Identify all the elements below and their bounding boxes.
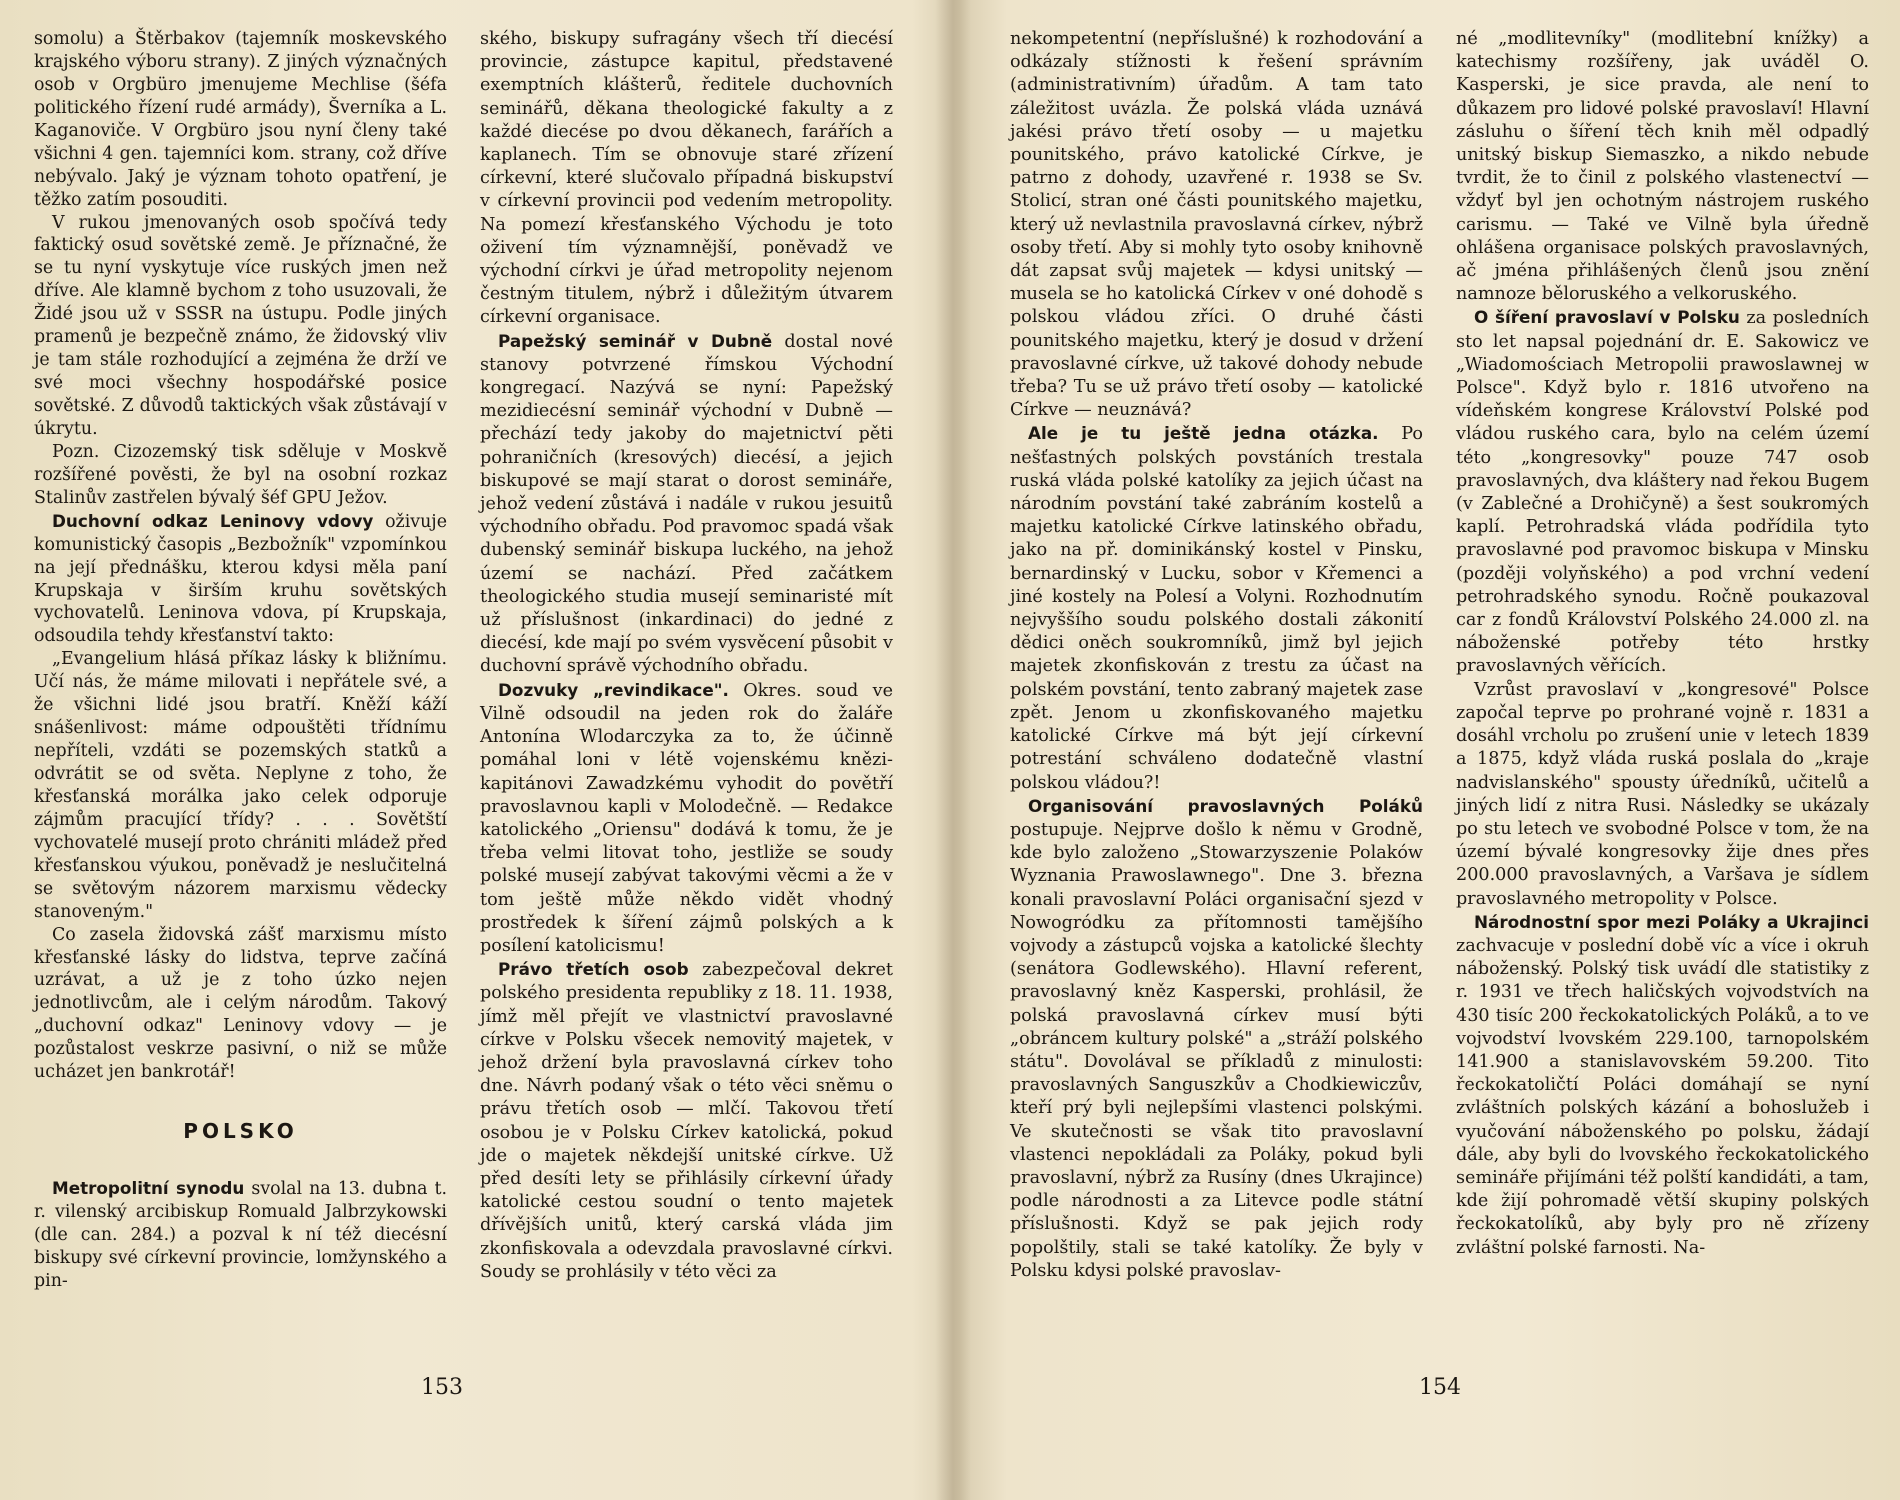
right-page-column-2 — [1456, 28, 1869, 1260]
page-number: 153 — [421, 1375, 463, 1400]
article-heading: Organisování pravoslavných Poláků — [1028, 795, 1423, 816]
paragraph: né „modlitevníky" (modlitební knížky) a katechismy rozšířeny, jak uváděl O. Kasperski, je sice pravda, ale není to důkazem pro lidové polské pravoslaví! Hlavní zásluhu o šíření těch knih měl odpadlý unitský biskup Siemaszko, a nikdo nebude tvrdit, že to činil z polského vlastenectví — vždyť byl jen ochotným nástrojem ruského carismu. — Také ve Vilně byla úředně ohlášena organisace polských pravoslavných, ač jména přihlášených členů jsou znění namnoze běloruského a velkoruského. — [1456, 29, 1869, 305]
article-heading: O šíření pravoslaví v Polsku — [1474, 307, 1740, 328]
left-page — [34, 28, 894, 1468]
article-heading: Papežský seminář v Dubně — [498, 330, 773, 351]
paragraph — [1456, 911, 1869, 1260]
article-heading: Dozvuky „revindikace". — [498, 679, 729, 700]
article-text: zabezpečoval dekret polského presidenta republiky z 18. 11. 1938, jímž měl přejít ve vlastnictví pravoslavné církve v Polsku všecek nemovitý majetek, v jehož držení byla pravoslavná církev toho dne. Návrh podaný však o této věci sněmu o právu třetích osob — mlčí. Takovou třetí osobou je v Polsku Církev katolická, pokud jde o majetek někdejší unitské církve. Už před desíti lety se přihlásily církevní úřady katolické cestou soudní o tento majetek dřívějších unitů, který carská vláda jim zkonfiskovala a odevzdala pravoslavné církvi. Soudy se prohlásily v této věci za — [480, 960, 893, 1282]
paragraph — [1010, 422, 1423, 794]
paragraph: Vzrůst pravoslaví v „kongresové" Polsce započal teprve po prohrané vojně r. 1831 a dosáhl vrcholu po zrušení unie v letech 1839 a 1875, když vláda ruská poslala do „kraje nadvislanského" spousty úředníků, učitelů a jiných lidí z nitra Rusi. Následky se ukázaly po stu letech ve svobodné Polsce v tom, že na území bývalé kongresovky žije dnes přes 200.000 pravoslavných, a Varšava je sídlem pravoslavného metropolity v Polsce. — [1456, 679, 1869, 909]
paragraph: somolu) a Štěrbakov (tajemník moskevského krajského výboru strany). Z jiných význačných osob v Orgbüro jmenujeme Mechlise (šéfa politického řízení rudé armády), Šverníka a L. Kaganoviče. V Orgbüro jsou nyní členy také všichni 4 gen. tajemníci kom. strany, což dříve nebývalo. Jaký je význam tohoto opatření, je těžko zatím posouditi. — [34, 29, 447, 210]
book-gutter — [935, 0, 971, 1500]
article-heading: Národnostní spor mezi Poláky a Ukrajinci — [1474, 911, 1869, 932]
paragraph — [1010, 795, 1423, 1283]
right-page-column-1 — [1010, 28, 1423, 1283]
article-heading: Ale je tu ještě jedna otázka. — [1028, 423, 1379, 444]
article-text: svolal na 13. dubna t. r. vilenský arcibiskup Romuald Jalbrzykowski (dle can. 284.) a pozval k ní též diecésní biskupy své církevní provincie, lomžynského a pin- — [34, 1179, 447, 1291]
left-page-column-1 — [34, 28, 447, 1293]
article-text: zachvacuje v poslední době víc a více i okruh náboženský. Polský tisk uvádí dle statistiky z r. 1931 ve třech haličských vojvodstvích na 430 tisíc 200 řeckokatolických Poláků, a to ve vojvodství lvovském 229.100, tarnopolském 141.900 a stanislavovském 59.200. Tito řeckokatoličtí Poláci domáhají se nyní zvláštních polských kázání a bohoslužeb i vyučování náboženského po polsku, žádají dále, aby byli do lvovského řeckokatolického semináře přijímáni též polští kandidáti, a tam, kde žijí pohromadě větší skupiny polských řeckokatolíků, aby byly pro ně zřízeny zvláštní polské farnosti. Na- — [1456, 935, 1869, 1258]
quotation: „Evangelium hlásá příkaz lásky k bližnímu. Učí nás, že máme milovati i nepřátele své, a že všichni lidé jsou bratří. Kněží káží snášenlivost: máme odpouštěti třídnímu nepříteli, vzdáti se pozemských statků a odvrátit se od světa. Neplyne z toho, že křesťanská morálka jako celek odporuje zájmům pracující třídy? . . . Sovětští vychovatelé musejí proto chrániti mládež před křesťanskou výukou, poněvadž je neslučitelná se světovým názorem marxismu vědecky stanoveným." — [34, 649, 447, 922]
paragraph — [480, 958, 893, 1284]
section-title: POLSKO — [183, 1119, 298, 1144]
article-text: za posledních sto let napsal pojednání dr. E. Sakowicz ve „Wiadomościach Metropolii prawoslawnej w Polsce". Když bylo r. 1816 utvořeno na vídeňském kongrese Království Polské pod vládou ruského cara, bylo na celém území této „kongresovky" pouze 747 osob pravoslavných, dva kláštery nad řekou Bugem (v Zablečné a Drohičyně) a šest soukromých kaplí. Petrohradská vláda podřídila tyto pravoslavné pod pravomoc biskupa v Minsku (později volyňského) a pod vrchní vedení petrohradského synodu. Ročně poukazoval car z fondů Království Polského 24.000 zl. na náboženské potřeby této hrstky pravoslavných věřících. — [1456, 308, 1869, 677]
paragraph: nekompetentní (nepříslušné) k rozhodování a odkázaly stížnosti k řešení správním (administrativním) úřadům. A tam tato záležitost uvázla. Že polská vláda uznává jakési právo třetí osoby — u majetku pounitského, právo katolické Církve, je patrno z dohody, uzavřené r. 1938 se Sv. Stolicí, stran oné části pounitského majetku, který už nevlastnila pravoslavná církev, nýbrž osoby třetí. Aby si mohly tyto osoby knihovně dát zapsat svůj majetek — kdysi unitský — musela se ho katolická Církev v oné dohodě s polskou vládou zříci. O druhé části pounitského majetku, který je dosud v držení pravoslavné církve, už takové dohody nebude třeba? Tu se už právo třetí osoby — katolické Církve — neuznává? — [1010, 29, 1423, 421]
paragraph: V rukou jmenovaných osob spočívá tedy faktický osud sovětské země. Je příznačné, že se tu nyní vyskytuje více ruských jmen než dříve. Ale klamně bychom z toho usuzovali, že Židé jsou už v SSSR na ústupu. Podle jiných pramenů je bezpečně známo, že židovský vliv je tam stále rozhodující a zejména že drží ve své moci všechny hospodářské posice sovětské. Z důvodů taktických však zůstávají v úkrytu. — [34, 212, 447, 439]
paragraph — [480, 330, 893, 679]
paragraph: Pozn. Cizozemský tisk sděluje v Moskvě rozšířené pověsti, že byl na osobní rozkaz Stalinův zastřelen bývalý šéf GPU Ježov. — [34, 441, 447, 508]
page-number: 154 — [1419, 1375, 1461, 1400]
paragraph — [480, 679, 893, 958]
paragraph: ského, biskupy sufragány všech tří diecésí provincie, zástupce kapitul, představené exemptních klášterů, ředitele duchovních seminářů, děkana theologické fakulty a z každé diecése po dvou děkanech, farářích a kaplanech. Tím se obnovuje staré zřízení církevní, které slučovalo případná biskupství v církevní provincii pod vedením metropolity. Na pomezí křesťanského Východu je toto oživení tím významnější, poněvadž ve východní církvi je úřad metropolity nejenom čestným titulem, nýbrž i důležitým útvarem církevní organisace. — [480, 29, 893, 328]
paragraph — [34, 1177, 447, 1293]
article-text: dostal nové stanovy potvrzené římskou Východní kongregací. Nazývá se nyní: Papežský mezidiecésní seminář východní v Dubně — přechází tedy jakoby do majetnictví pěti pohraničních (kresových) diecésí, a jejich biskupové se mají starat o dorost semináře, jehož vedení zůstává i nadále v rukou jesuitů východního obřadu. Pod pravomoc spadá však dubenský seminář biskupa luckého, na jehož území se nachází. Před začátkem theologického studia musejí seminaristé mít už příslušnost (inkardinaci) do jedné z diecésí, kde mají po svém vysvěcení působit v duchovní správě východního obřadu. — [480, 331, 893, 677]
article-heading: Metropolitní synodu — [52, 1178, 245, 1199]
article-text: Okres. soud ve Vilně odsoudil na jeden rok do žaláře Antonína Wlodarczyka za to, že účinně pomáhal loni v létě vojenskému knězi-kapitánovi Zawadzkému vyhodit do povětří pravoslavnou kapli v Molodečně. — Redakce katolického „Oriensu" dodává k tomu, že je třeba velmi litovat toho, jestliže se soudy polské musejí zabývat takovými věcmi a že v tom ještě může někdo vidět vhodný prostředek k šíření zájmů polských a k posílení katolicismu! — [480, 680, 894, 956]
paragraph — [34, 510, 447, 649]
article-heading: Duchovní odkaz Leninovy vdovy — [52, 510, 374, 531]
right-page — [1010, 28, 1870, 1468]
article-heading: Právo třetích osob — [498, 959, 689, 980]
left-page-column-2 — [480, 28, 893, 1284]
paragraph — [1456, 306, 1869, 678]
article-text: postupuje. Nejprve došlo k němu v Grodně, kde bylo založeno „Stowarzyszenie Polaków Wyznania Prawoslawnego". Dne 3. března konali pravoslavní Poláci organisační sjezd v Nowogródku za přítomnosti tamějšího vojvody a zástupců vojska a katolické šlechty (senátora Godlewského). Hlavní referent, pravoslavný kněz Kasperski, prohlásil, že polská pravoslavná církev musí býti „obráncem kultury polské" a „stráží polského státu". Dovolával se příkladů z minulosti: pravoslavných Sanguszkův a Chodkiewiczův, kteří prý byli nejlepšími vlastenci polskými. Ve skutečnosti se však tito pravoslavní vlastenci nepokládali za Poláky, pokud byli pravoslavní, nýbrž za Rusíny (dnes Ukrajince) podle národnosti a za Litevce podle státní příslušnosti. Když se pak jejich rody popolštily, stali se také katolíky. Že byly v Polsku kdysi polské pravoslav- — [1010, 819, 1423, 1281]
paragraph: Co zasela židovská zášť marxismu místo křesťanské lásky do lidstva, teprve začíná uzrávat, a už je z toho úzko nejen jednotlivcům, ale i celým národům. Takový „duchovní odkaz" Leninovy vdovy — je pozůstalost veskrze pasivní, o niž se může ucházet jen bankrotář! — [34, 924, 447, 1083]
article-text: oživuje komunistický časopis „Bezbožník" vzpomínkou na její přednášku, kterou kdysi měla paní Krupskaja v širším kruhu sovětských vychovatelů. Leninova vdova, pí Krupskaja, odsoudila tehdy křesťanství takto: — [34, 511, 447, 647]
article-text: Po nešťastných polských povstáních trestala ruská vláda polské katolíky za jejich účast na národním povstání také zabráním kostelů a majetku katolické Církve latinského obřadu, jako na př. dominikánský kostel v Pinsku, bernardinský v Lucku, sobor v Křemenci a jiné kostely na Polesí a Volyni. Rozhodnutím nejvyššího soudu polského dostali zákonití dědici oněch soukromníků, jimž byl jejich majetek zkonfiskován z trestu za účast na polském povstání, tento zabraný majetek zase zpět. Jenom u zkonfiskovaného majetku katolické Církve má být její církevní potrestání schváleno dodatečně vlastní polskou vládou?! — [1010, 424, 1423, 793]
